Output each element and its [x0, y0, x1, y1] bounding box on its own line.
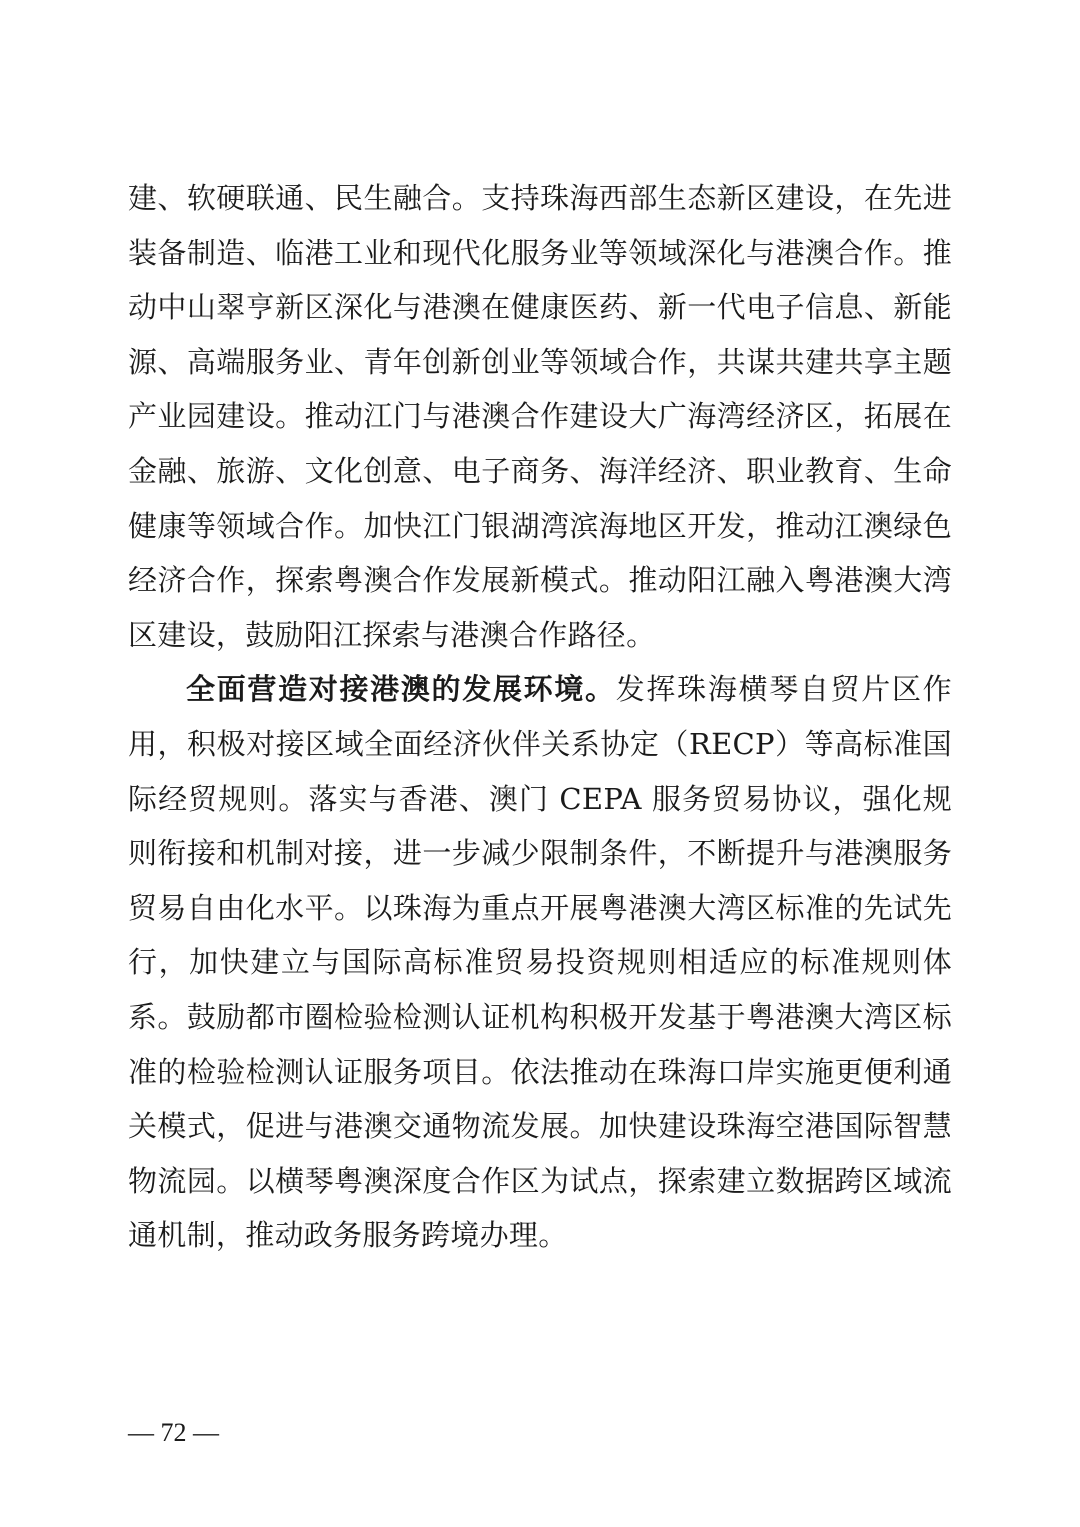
- paragraph-continued: [128, 171, 952, 662]
- page-number: — 72 —: [128, 1418, 219, 1447]
- paragraph-text: 发挥珠海横琴自贸片区作用，积极对接区域全面经济伙伴关系协定（RECP）等高标准国际经贸规则。落实与香港、澳门 CEPA 服务贸易协议，强化规则衔接和机制对接，进一步减少限制条件，不断提升与港澳服务贸易自由化水平。以珠海为重点开展粤港澳大湾区标准的先试先行，加快建立与国际高标准贸易投资规则相适应的标准规则体系。鼓励都市圈检验检测认证机构积极开发基于粤港澳大湾区标准的检验检测认证服务项目。依法推动在珠海口岸实施更便利通关模式，促进与港澳交通物流发展。加快建设珠海空港国际智慧物流园。以横琴粤澳深度合作区为试点，探索建立数据跨区域流通机制，推动政务服务跨境办理。: [128, 672, 952, 1253]
- paragraph-text: 建、软硬联通、民生融合。支持珠海西部生态新区建设，在先进装备制造、临港工业和现代化服务业等领域深化与港澳合作。推动中山翠亨新区深化与港澳在健康医药、新一代电子信息、新能源、高端服务业、青年创新创业等领域合作，共谋共建共享主题产业园建设。推动江门与港澳合作建设大广海湾经济区，拓展在金融、旅游、文化创意、电子商务、海洋经济、职业教育、生命健康等领域合作。加快江门银湖湾滨海地区开发，推动江澳绿色经济合作，探索粤澳合作发展新模式。推动阳江融入粤港澳大湾区建设，鼓励阳江探索与港澳合作路径。: [128, 181, 952, 652]
- paragraph-lead-heading: 全面营造对接港澳的发展环境。: [186, 672, 616, 707]
- paragraph-development-environment: [128, 662, 952, 1263]
- body-text: [128, 171, 952, 1263]
